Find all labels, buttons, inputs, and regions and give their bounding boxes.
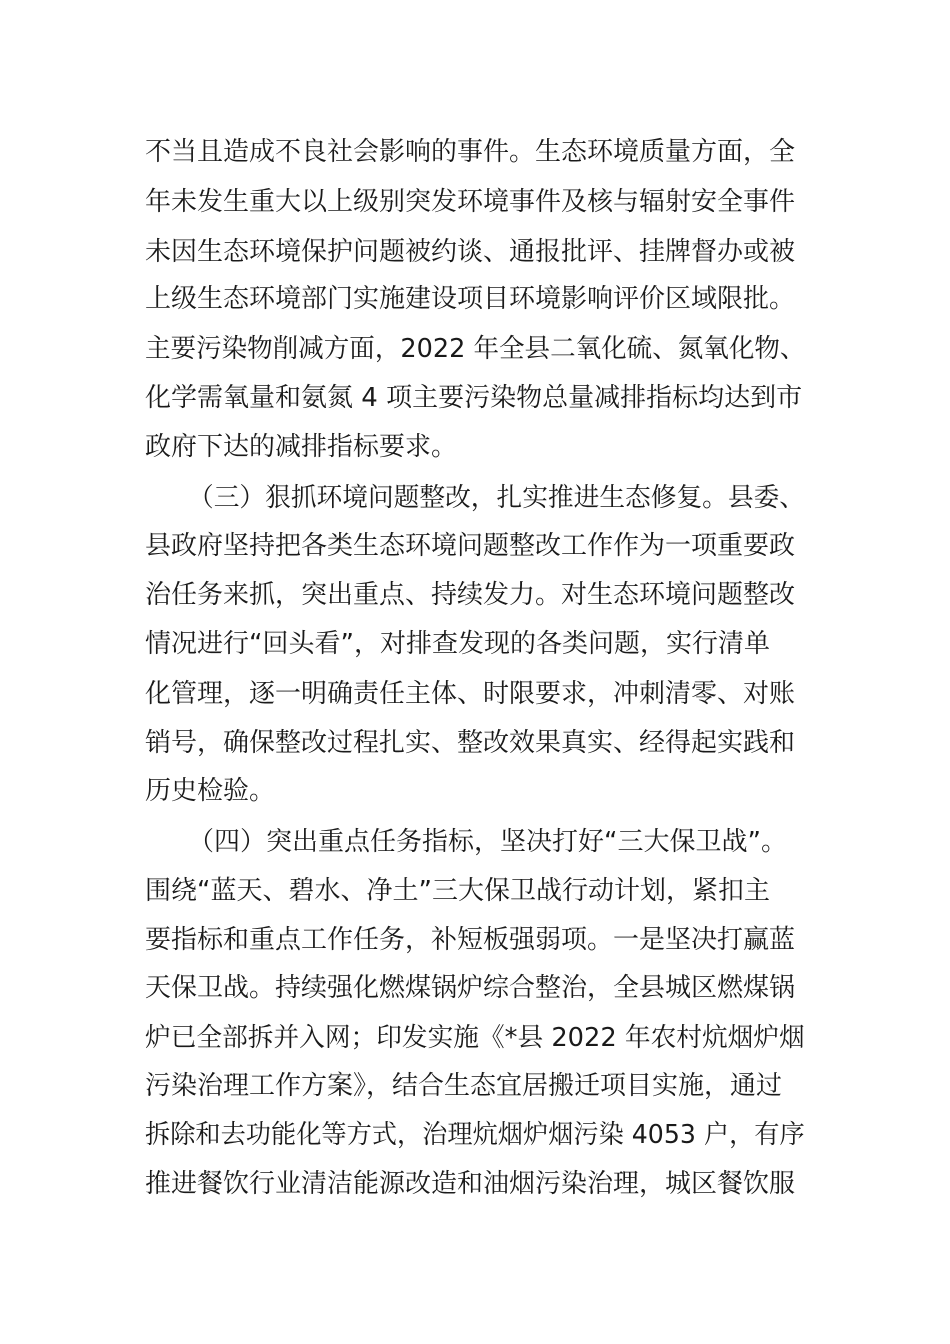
text-line: 化学需氧量和氨氮 4 项主要污染物总量减排指标均达到市 [145,383,803,413]
text-line: 情况进行“回头看”，对排查发现的各类问题，实行清单 [145,629,770,659]
text-line: 要指标和重点工作任务，补短板强弱项。一是坚决打赢蓝 [145,925,796,955]
paragraph-heading-4: （四）突出重点任务指标，坚决打好“三大保卫战”。 [188,827,787,857]
paragraph-heading-3: （三）狠抓环境问题整改，扎实推进生态修复。县委、 [188,483,806,513]
text-line: 治任务来抓，突出重点、持续发力。对生态环境问题整改 [145,580,796,610]
text-line: 未因生态环境保护问题被约谈、通报批评、挂牌督办或被 [145,237,796,267]
text-line: 主要污染物削减方面，2022 年全县二氧化硫、氮氧化物、 [145,334,806,364]
text-line: 县政府坚持把各类生态环境问题整改工作作为一项重要政 [145,531,796,561]
text-line: 上级生态环境部门实施建设项目环境影响评价区域限批。 [145,284,796,314]
text-line: 天保卫战。持续强化燃煤锅炉综合整治，全县城区燃煤锅 [145,973,796,1003]
text-line: 年未发生重大以上级别突发环境事件及核与辐射安全事件 [145,187,796,217]
text-line: 围绕“蓝天、碧水、净土”三大保卫战行动计划，紧扣主 [145,876,770,906]
text-line: 推进餐饮行业清洁能源改造和油烟污染治理，城区餐饮服 [145,1169,796,1199]
text-line: 化管理，逐一明确责任主体、时限要求，冲刺清零、对账 [145,679,796,709]
text-line: 历史检验。 [145,776,276,806]
text-line: 炉已全部拆并入网；印发实施《*县 2022 年农村炕烟炉烟 [145,1023,805,1053]
text-line: 不当且造成不良社会影响的事件。生态环境质量方面，全 [145,137,796,167]
text-line: 政府下达的减排指标要求。 [145,432,458,462]
text-line: 污染治理工作方案》，结合生态宜居搬迁项目实施，通过 [145,1071,783,1101]
text-line: 拆除和去功能化等方式，治理炕烟炉烟污染 4053 户，有序 [145,1120,805,1150]
text-line: 销号，确保整改过程扎实、整改效果真实、经得起实践和 [145,728,796,758]
